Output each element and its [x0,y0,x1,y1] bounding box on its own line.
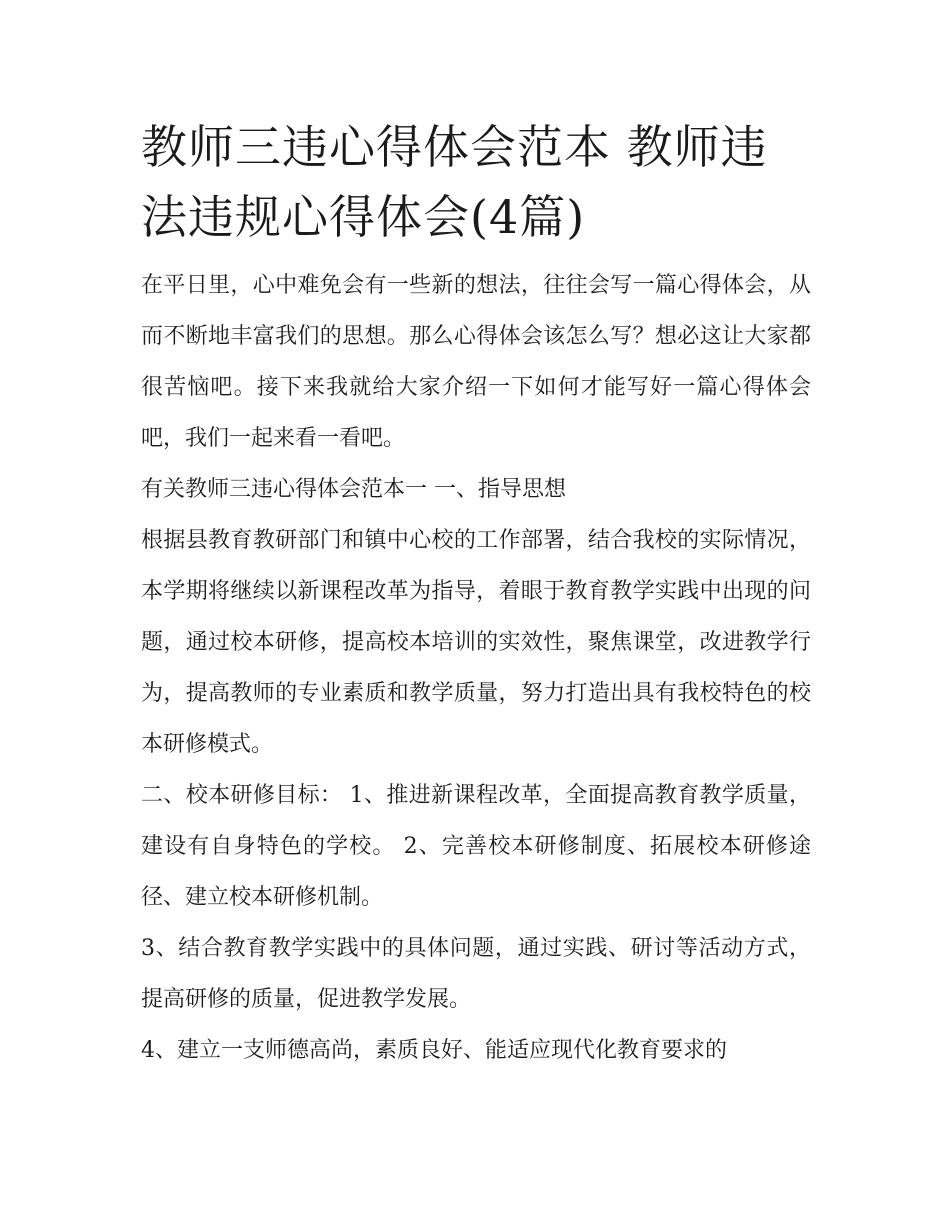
goal-3-paragraph: 3、结合教育教学实践中的具体问题，通过实践、研讨等活动方式，提高研修的质量，促进教学发展。 [141,936,811,1012]
goal-4-paragraph: 4、建立一支师德高尚，素质良好、能适应现代化教育要求的 [141,1038,727,1063]
research-goals-paragraph: 二、校本研修目标： 1、推进新课程改革，全面提高教育教学质量，建设有自身特色的学校。 2、完善校本研修制度、拓展校本研修途径、建立校本研修机制。 [141,783,811,910]
section-heading: 有关教师三违心得体会范本一 一、指导思想 [141,477,566,502]
document-title: 教师三违心得体会范本 教师违法违规心得体会(4篇) [141,120,768,244]
document-page [141,112,811,1076]
guiding-thought-paragraph: 根据县教育教研部门和镇中心校的工作部署，结合我校的实际情况，本学期将继续以新课程改革为指导，着眼于教育教学实践中出现的问题，通过校本研修，提高校本培训的实效性，聚焦课堂，改进教学行为，提高教师的专业素质和教学质量，努力打造出具有我校特色的校本研修模式。 [141,528,811,757]
intro-paragraph: 在平日里，心中难免会有一些新的想法，往往会写一篇心得体会，从而不断地丰富我们的思想。那么心得体会该怎么写？想必这让大家都很苦恼吧。接下来我就给大家介绍一下如何才能写好一篇心得体会吧，我们一起来看一看吧。 [141,273,811,451]
